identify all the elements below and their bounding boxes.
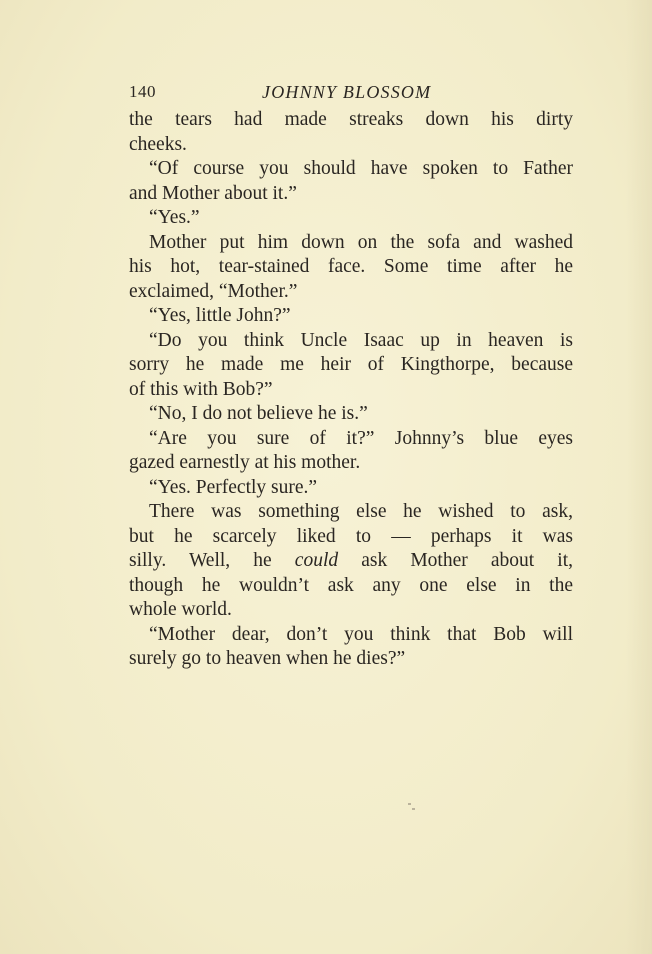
text-line: “No, I do not believe he is.” bbox=[149, 403, 368, 424]
text-line: exclaimed, “Mother.” bbox=[129, 280, 298, 302]
paragraph bbox=[129, 206, 573, 231]
paragraph bbox=[129, 108, 573, 157]
paragraph bbox=[129, 231, 573, 305]
text-line: “Are you sure of it?” Johnny’s blue eyes bbox=[149, 427, 573, 449]
text-line: “Yes, little John?” bbox=[149, 305, 291, 326]
text-line: of this with Bob?” bbox=[129, 378, 273, 400]
text-line: cheeks. bbox=[129, 133, 187, 155]
text-line: his hot, tear-stained face. Some time after he bbox=[129, 256, 573, 277]
text-line: There was something else he wished to ask, bbox=[149, 501, 573, 522]
text-line: “Mother dear, don’t you think that Bob will bbox=[149, 623, 573, 645]
text-line: but he scarcely liked to — perhaps it was bbox=[129, 525, 573, 547]
text-run: silly. Well, he bbox=[129, 550, 295, 571]
paragraph bbox=[129, 500, 573, 623]
text-line: “Yes.” bbox=[149, 207, 200, 228]
text-line: whole world. bbox=[129, 599, 232, 620]
page-text-block bbox=[129, 76, 573, 672]
text-line: and Mother about it.” bbox=[129, 182, 297, 204]
page-header bbox=[129, 76, 573, 108]
paragraph bbox=[129, 157, 573, 206]
text-line: the tears had made streaks down his dirty bbox=[129, 109, 573, 130]
page-edge-shadow bbox=[626, 0, 652, 954]
text-line: sorry he made me heir of Kingthorpe, because bbox=[129, 354, 573, 375]
text-line-rich bbox=[129, 549, 573, 574]
text-run: ask Mother about it, bbox=[338, 550, 573, 571]
paragraph bbox=[129, 304, 573, 329]
text-line: “Do you think Uncle Isaac up in heaven is bbox=[149, 329, 573, 351]
speck-mark bbox=[412, 808, 415, 810]
text-line: “Of course you should have spoken to Father bbox=[149, 158, 573, 179]
paragraph bbox=[129, 329, 573, 403]
text-line: though he wouldn’t ask any one else in the bbox=[129, 574, 573, 596]
paragraph bbox=[129, 623, 573, 672]
text-line: Mother put him down on the sofa and washed bbox=[149, 231, 573, 253]
running-title: JOHNNY BLOSSOM bbox=[262, 82, 432, 102]
text-line: “Yes. Perfectly sure.” bbox=[149, 476, 318, 498]
emphasis-word: could bbox=[294, 550, 339, 571]
speck-mark bbox=[408, 803, 411, 805]
paragraph bbox=[129, 402, 573, 427]
paragraph bbox=[129, 476, 573, 501]
text-line: gazed earnestly at his mother. bbox=[129, 452, 361, 473]
text-line: surely go to heaven when he dies?” bbox=[129, 648, 406, 669]
page-number: 140 bbox=[129, 82, 156, 101]
paragraph bbox=[129, 427, 573, 476]
